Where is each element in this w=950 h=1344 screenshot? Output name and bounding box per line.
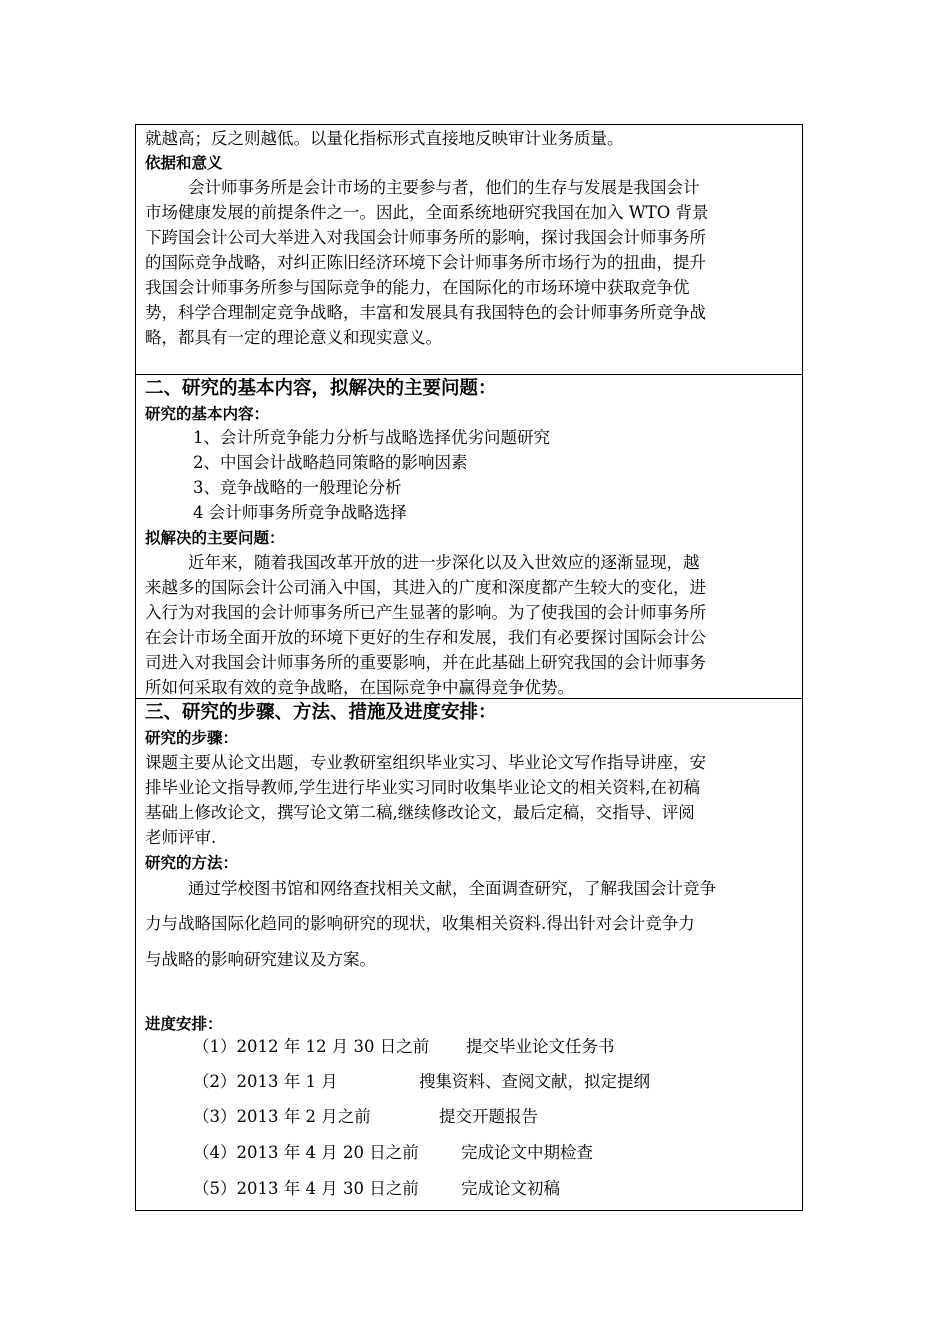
problems-heading: 拟解决的主要问题： bbox=[145, 529, 285, 547]
section-heading: 三、研究的步骤、方法、措施及进度安排： bbox=[145, 702, 497, 723]
continued-paragraph: 就越高；反之则越低。以量化指标形式直接地反映审计业务质量。 bbox=[145, 129, 624, 148]
schedule-date: （2）2013 年 1 月 bbox=[193, 1072, 338, 1091]
schedule-heading: 进度安排： bbox=[145, 1015, 223, 1033]
basis-heading: 依据和意义 bbox=[145, 154, 223, 172]
steps-line: 老师评审. bbox=[145, 828, 217, 847]
schedule-task: 提交开题报告 bbox=[439, 1107, 538, 1126]
problems-line: 司进入对我国会计师事务所的重要影响，并在此基础上研究我国的会计师事务 bbox=[145, 653, 706, 672]
schedule-date: （3）2013 年 2 月之前 bbox=[193, 1107, 371, 1126]
problems-line: 入行为对我国的会计师事务所已产生显著的影响。为了使我国的会计师事务所 bbox=[145, 603, 706, 622]
basis-line: 市场健康发展的前提条件之一。因此，全面系统地研究我国在加入 WTO 背景 bbox=[145, 203, 709, 222]
methods-line: 力与战略国际化趋同的影响研究的现状，收集相关资料.得出针对会计竞争力 bbox=[145, 914, 695, 933]
schedule-date: （5）2013 年 4 月 30 日之前 bbox=[193, 1179, 419, 1198]
content-item: 4 会计师事务所竞争战略选择 bbox=[193, 503, 407, 522]
methods-line: 通过学校图书馆和网络查找相关文献，全面调查研究，了解我国会计竞争 bbox=[188, 879, 716, 898]
basis-line: 下跨国会计公司大举进入对我国会计师事务所的影响，探讨我国会计师事务所 bbox=[145, 228, 706, 247]
schedule-date: （1）2012 年 12 月 30 日之前 bbox=[193, 1037, 430, 1056]
steps-heading: 研究的步骤： bbox=[145, 729, 239, 747]
schedule-date: （4）2013 年 4 月 20 日之前 bbox=[193, 1143, 419, 1162]
basis-line: 会计师事务所是会计市场的主要参与者，他们的生存与发展是我国会计 bbox=[188, 178, 700, 197]
steps-line: 基础上修改论文，撰写论文第二稿,继续修改论文，最后定稿，交指导、评阅 bbox=[145, 803, 695, 822]
content-item: 3、竞争战略的一般理论分析 bbox=[193, 478, 402, 497]
methods-heading: 研究的方法： bbox=[145, 854, 239, 872]
methods-line: 与战略的影响研究建议及方案。 bbox=[145, 950, 376, 969]
content-item: 2、中国会计战略趋同策略的影响因素 bbox=[193, 453, 468, 472]
schedule-task: 完成论文中期检查 bbox=[461, 1143, 593, 1162]
problems-line: 在会计市场全面开放的环境下更好的生存和发展，我们有必要探讨国际会计公 bbox=[145, 628, 706, 647]
content-heading: 研究的基本内容： bbox=[145, 405, 270, 423]
schedule-task: 完成论文初稿 bbox=[461, 1179, 560, 1198]
steps-line: 排毕业论文指导教师,学生进行毕业实习同时收集毕业论文的相关资料,在初稿 bbox=[145, 778, 700, 797]
basis-line: 略，都具有一定的理论意义和现实意义。 bbox=[145, 328, 442, 347]
problems-line: 所如何采取有效的竞争战略，在国际竞争中赢得竞争优势。 bbox=[145, 678, 574, 697]
section-heading: 二、研究的基本内容，拟解决的主要问题： bbox=[145, 378, 497, 399]
basis-line: 势，科学合理制定竞争战略，丰富和发展具有我国特色的会计师事务所竞争战 bbox=[145, 303, 706, 322]
basis-line: 我国会计师事务所参与国际竞争的能力，在国际化的市场环境中获取竞争优 bbox=[145, 278, 690, 297]
schedule-task: 提交毕业论文任务书 bbox=[466, 1037, 615, 1056]
schedule-task: 搜集资料、查阅文献，拟定提纲 bbox=[419, 1072, 650, 1091]
content-item: 1、会计所竞争能力分析与战略选择优劣问题研究 bbox=[193, 428, 550, 447]
basis-line: 的国际竞争战略，对纠正陈旧经济环境下会计师事务所市场行为的扭曲，提升 bbox=[145, 253, 706, 272]
problems-line: 来越多的国际会计公司涌入中国，其进入的广度和深度都产生较大的变化，进 bbox=[145, 578, 706, 597]
problems-line: 近年来，随着我国改革开放的进一步深化以及入世效应的逐渐显现，越 bbox=[188, 553, 700, 572]
steps-line: 课题主要从论文出题，专业教研室组织毕业实习、毕业论文写作指导讲座，安 bbox=[145, 753, 706, 772]
